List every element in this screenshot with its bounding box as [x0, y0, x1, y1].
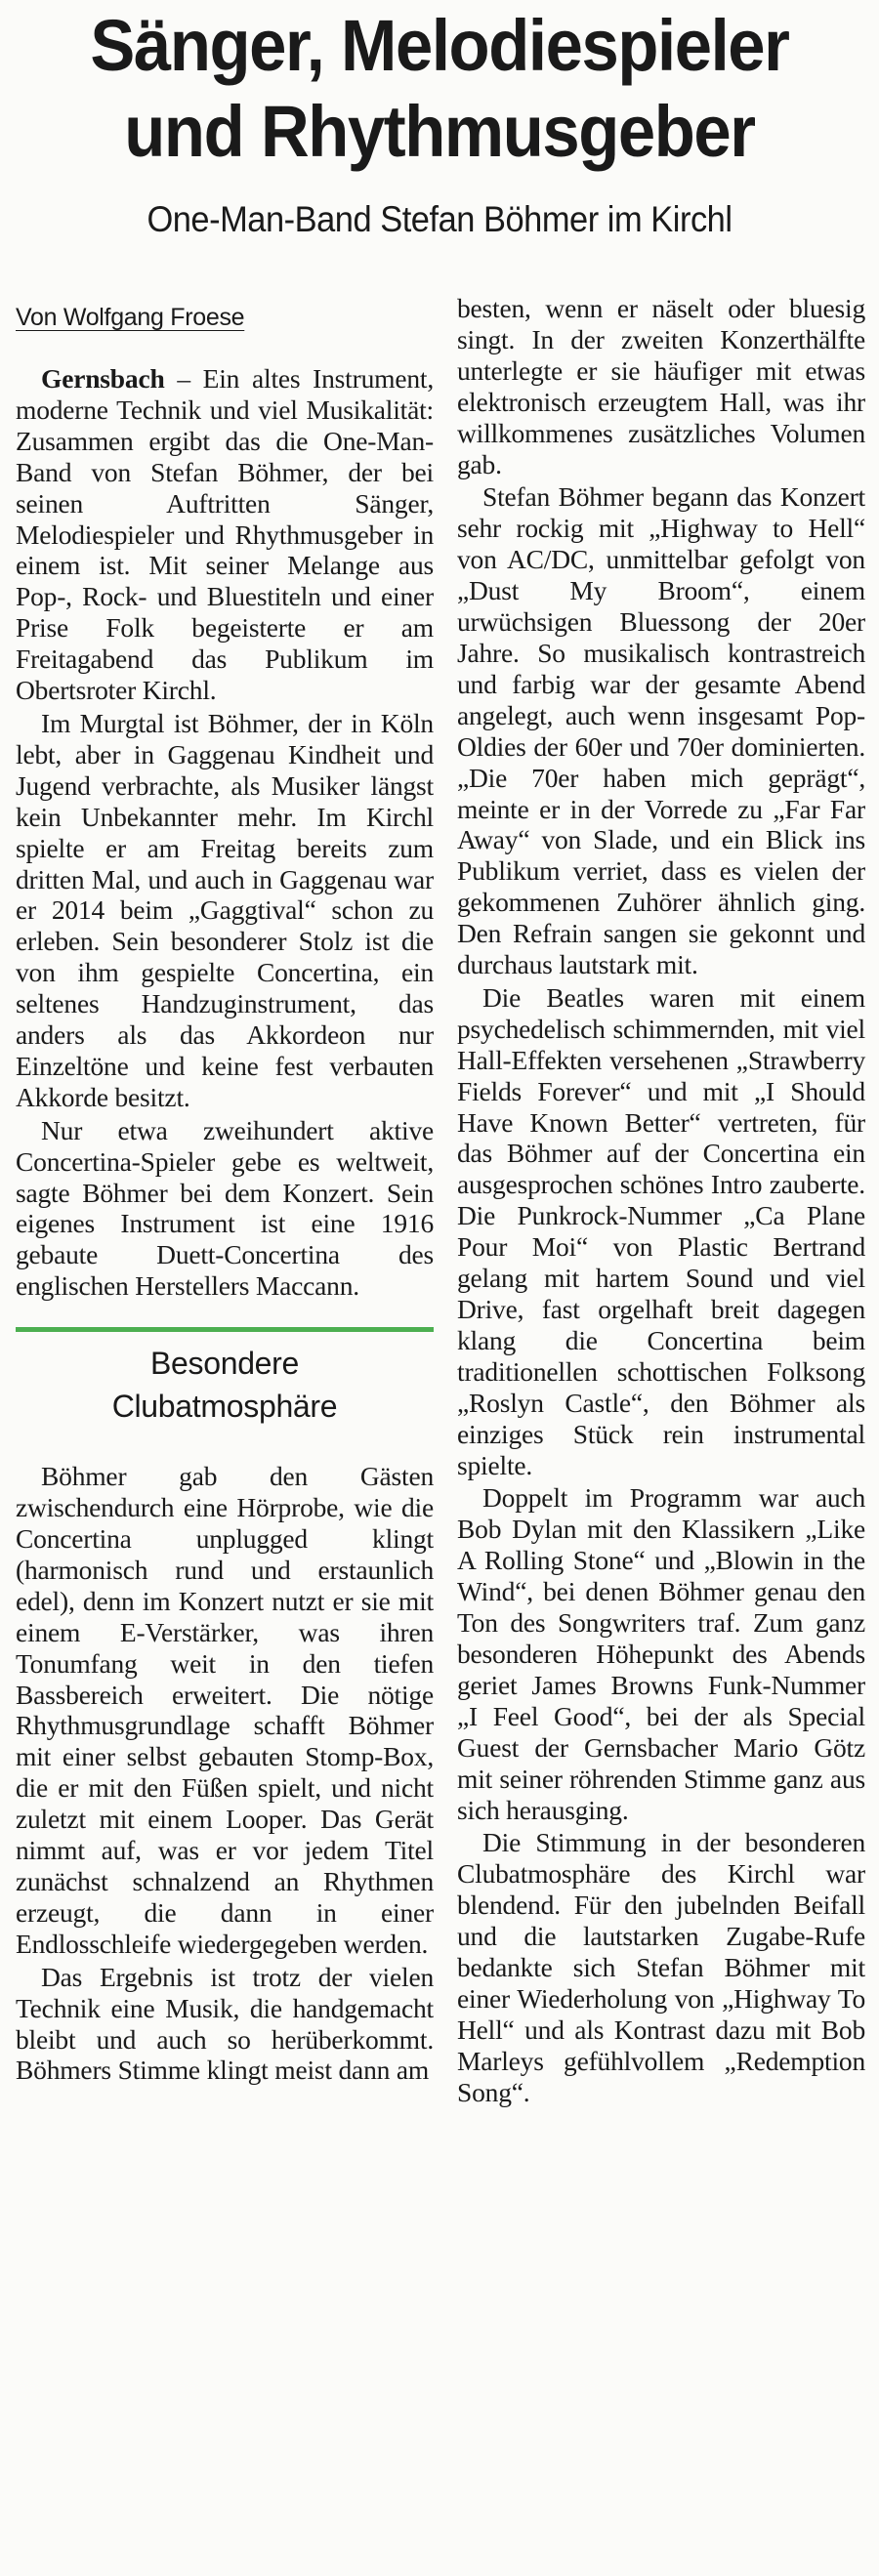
section-heading-line-2: Clubatmosphäre: [111, 1389, 338, 1425]
headline-line-2: und Rhythmusgeber: [124, 91, 755, 172]
body-paragraph: Stefan Böhmer begann das Konzert sehr rockig mit „Highway to Hell“ von AC/DC, unmittelbar gefolgt von „Dust My Broom“, einem urwüchsigen Bluessong der 20er Jahre. So musikalisch kontrastreich und farbig war der gesamte Abend angelegt, auch wenn insgesamt Pop-Oldies der 60er und 70er dominierten. „Die 70er haben mich geprägt“, meinte er in der Vorrede zu „Far Far Away“ von Slade, und ein Blick ins Publikum verriet, dass es vielen der gekommenen Zuhörer ähnlich ging. Den Refrain sangen sie gekonnt und durchaus lautstark mit.: [457, 481, 865, 980]
section-heading: [16, 1342, 434, 1428]
body-paragraph-continued: besten, wenn er näselt oder bluesig singt. In der zweiten Konzerthälfte unterlegte er sie häufiger mit etwas elektronisch erzeugtem Hall, was ihr willkommenes zusätzliches Volumen gab.: [457, 293, 865, 479]
column-right: [457, 293, 865, 2108]
column-left: [16, 293, 434, 2086]
byline: Von Wolfgang Froese: [16, 304, 245, 331]
body-paragraph: Die Stimmung in der besonderen Clubatmosphäre des Kirchl war blendend. Für den jubelnden Beifall und die lautstarken Zugabe-Rufe bedankte sich Stefan Böhmer mit einer Wiederholung von „Highway To Hell“ und als Kontrast dazu mit Bob Marleys gefühlvollem „Redemption Song“.: [457, 1827, 865, 2107]
lead-paragraph: [16, 363, 434, 706]
section-heading-line-1: Besondere: [149, 1346, 300, 1382]
body-paragraph: Doppelt im Programm war auch Bob Dylan mit den Klassikern „Like A Rolling Stone“ und „Blowin in the Wind“, bei denen Böhmer genau den Ton des Songwriters traf. Zum ganz besonderen Höhepunkt des Abends geriet James Browns Funk-Nummer „I Feel Good“, bei der als Special Guest der Gernsbacher Mario Götz mit seiner röhrenden Stimme ganz aus sich herausging.: [457, 1482, 865, 1825]
section-divider: [16, 1327, 434, 1332]
subheadline: One-Man-Band Stefan Böhmer im Kirchl: [146, 199, 732, 239]
body-paragraph: Die Beatles waren mit einem psychedelisch schimmernden, mit viel Hall-Effekten versehenen „Strawberry Fields Forever“ und mit „I Should Have Known Better“ vertreten, für das Böhmer auf der Concertina ein ausgesprochen schönes Intro zauberte. Die Punkrock-Nummer „Ca Plane Pour Moi“ von Plastic Bertrand gelang mit hartem Sound und viel Drive, fast orgelhaft breit dagegen klang die Concertina beim traditionellen schottischen Folksong „Roslyn Castle“, den Böhmer als einziges Stück rein instrumental spielte.: [457, 981, 865, 1480]
body-paragraph: Im Murgtal ist Böhmer, der in Köln lebt, aber in Gaggenau Kindheit und Jugend verbrachte, als Musiker längst kein Unbekannter mehr. Im Kirchl spielte er am Freitag bereits zum dritten Mal, und auch in Gaggenau war er 2014 beim „Gaggtival“ schon zu erleben. Sein besonderer Stolz ist die von ihm gespielte Concertina, ein seltenes Handzuginstrument, das anders als das Akkordeon nur Einzeltöne und keine fest verbauten Akkorde besitzt.: [16, 707, 434, 1112]
lead-text: – Ein altes Instrument, moderne Technik und viel Musikalität: Zusammen ergibt das die One-Man-Band von Stefan Böhmer, der bei seinen Auftritten Sänger, Melodiespieler und Rhythmusgeber in einem ist. Mit seiner Melange aus Pop-, Rock- und Bluestiteln und einer Prise Folk begeisterte er am Freitagabend das Publikum im Obertsroter Kirchl.: [16, 363, 434, 706]
body-paragraph: Nur etwa zweihundert aktive Concertina-Spieler gebe es weltweit, sagte Böhmer bei dem Konzert. Sein eigenes Instrument ist eine 1916 gebaute Duett-Concertina des englischen Herstellers Maccann.: [16, 1114, 434, 1302]
headline-line-1: Sänger, Melodiespieler: [90, 5, 789, 86]
dateline: Gernsbach: [41, 363, 165, 394]
body-paragraph: Das Ergebnis ist trotz der vielen Technik eine Musik, die handgemacht bleibt und auch so herüberkommt. Böhmers Stimme klingt meist dann am: [16, 1961, 434, 2086]
body-paragraph: Böhmer gab den Gästen zwischendurch eine Hörprobe, wie die Concertina unplugged klingt (harmonisch rund und erstaunlich edel), denn im Konzert nutzt er sie mit einem E-Verstärker, was ihren Tonumfang weit in den tiefen Bassbereich erweitert. Die nötige Rhythmusgrundlage schafft Böhmer mit einer selbst gebauten Stomp-Box, die er mit den Füßen spielt, und nicht zuletzt mit einem Looper. Das Gerät nimmt auf, was er vor jedem Titel zunächst schnalzend an Rhythmen erzeugt, die dann in einer Endlosschleife wiedergegeben werden.: [16, 1461, 434, 1959]
